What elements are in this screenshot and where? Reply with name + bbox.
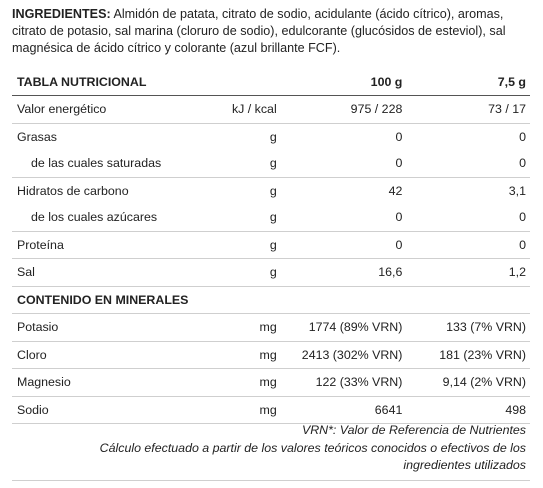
table-row <box>12 204 530 231</box>
row-value-portion: 73 / 17 <box>402 96 530 124</box>
table-row <box>12 231 530 259</box>
ingredients-text: Almidón de patata, citrato de sodio, acidulante (ácido cítrico), aromas, citrato de potasio, sal marina (cloruro de sodio), edulcorante (glucósidos de esteviol), sal magnésica de ácido cítrico y colorante (azul brillante FCF). <box>12 7 506 55</box>
row-unit: mg <box>229 314 277 342</box>
row-unit: mg <box>229 341 277 369</box>
row-value-portion: 181 (23% VRN) <box>402 341 530 369</box>
table-row <box>12 314 530 342</box>
row-unit: g <box>269 129 277 144</box>
row-value-100g: 975 / 228 <box>277 96 403 124</box>
table-row <box>12 341 530 369</box>
vrn-footnote: VRN*: Valor de Referencia de Nutrientes <box>301 423 526 437</box>
row-name: Magnesio <box>12 369 229 397</box>
row-value-100g: 6641 <box>277 396 403 424</box>
row-name: de las cuales saturadas <box>12 150 229 177</box>
row-value-portion: 0 <box>402 150 530 177</box>
row-value-100g: 0 <box>395 129 403 144</box>
row-value-100g: 16,6 <box>277 259 403 287</box>
row-unit: g <box>229 259 277 287</box>
row-value-100g: 0 <box>277 150 403 177</box>
table-row <box>12 396 530 424</box>
row-unit: kJ / kcal <box>229 96 277 124</box>
row-value-portion: 498 <box>402 396 530 424</box>
row-value-portion: 0 <box>519 129 526 144</box>
row-value-100g: 0 <box>277 231 403 259</box>
minerals-section-row <box>12 286 530 314</box>
table-row <box>12 96 530 124</box>
row-unit: mg <box>229 396 277 424</box>
header-per-100g: 100 g <box>277 68 403 96</box>
bottom-divider <box>12 480 530 481</box>
row-unit: mg <box>229 369 277 397</box>
minerals-title: CONTENIDO EN MINERALES <box>12 286 530 314</box>
row-name: Hidratos de carbono <box>17 183 129 198</box>
header-per-portion: 7,5 g <box>402 68 530 96</box>
row-value-portion: 133 (7% VRN) <box>402 314 530 342</box>
row-value-100g: 0 <box>277 204 403 231</box>
calculation-footnote: Cálculo efectuado a partir de los valores teóricos conocidos o efectivos de los ingredientes utilizados <box>99 440 526 472</box>
ingredients-paragraph <box>12 6 532 57</box>
table-header-row <box>12 68 530 96</box>
row-value-portion: 3,1 <box>508 183 526 198</box>
row-value-100g: 42 <box>388 183 403 198</box>
row-unit: g <box>229 204 277 231</box>
row-unit: g <box>229 150 277 177</box>
row-value-100g: 122 (33% VRN) <box>277 369 403 397</box>
row-value-portion: 0 <box>402 204 530 231</box>
row-name: Sal <box>12 259 229 287</box>
table-row <box>12 369 530 397</box>
table-row <box>12 150 530 177</box>
row-name: Valor energético <box>12 96 229 124</box>
table-title: TABLA NUTRICIONAL <box>12 68 229 96</box>
row-value-portion: 1,2 <box>402 259 530 287</box>
row-name: Cloro <box>12 341 229 369</box>
row-value-portion: 9,14 (2% VRN) <box>402 369 530 397</box>
row-value-portion: 0 <box>402 231 530 259</box>
row-name: de los cuales azúcares <box>12 204 229 231</box>
nutrition-table <box>12 68 530 424</box>
row-unit: g <box>269 183 277 198</box>
row-name: Grasas <box>17 129 57 144</box>
row-value-100g: 1774 (89% VRN) <box>277 314 403 342</box>
header-unit <box>229 68 277 96</box>
row-name: Proteína <box>12 231 229 259</box>
row-name: Sodio <box>12 396 229 424</box>
row-name: Potasio <box>12 314 229 342</box>
ingredients-label: INGREDIENTES: <box>12 7 111 21</box>
footnotes <box>56 422 526 475</box>
row-value-100g: 2413 (302% VRN) <box>277 341 403 369</box>
row-unit: g <box>229 231 277 259</box>
table-row <box>12 177 530 204</box>
table-row <box>12 259 530 287</box>
table-row <box>12 123 530 150</box>
